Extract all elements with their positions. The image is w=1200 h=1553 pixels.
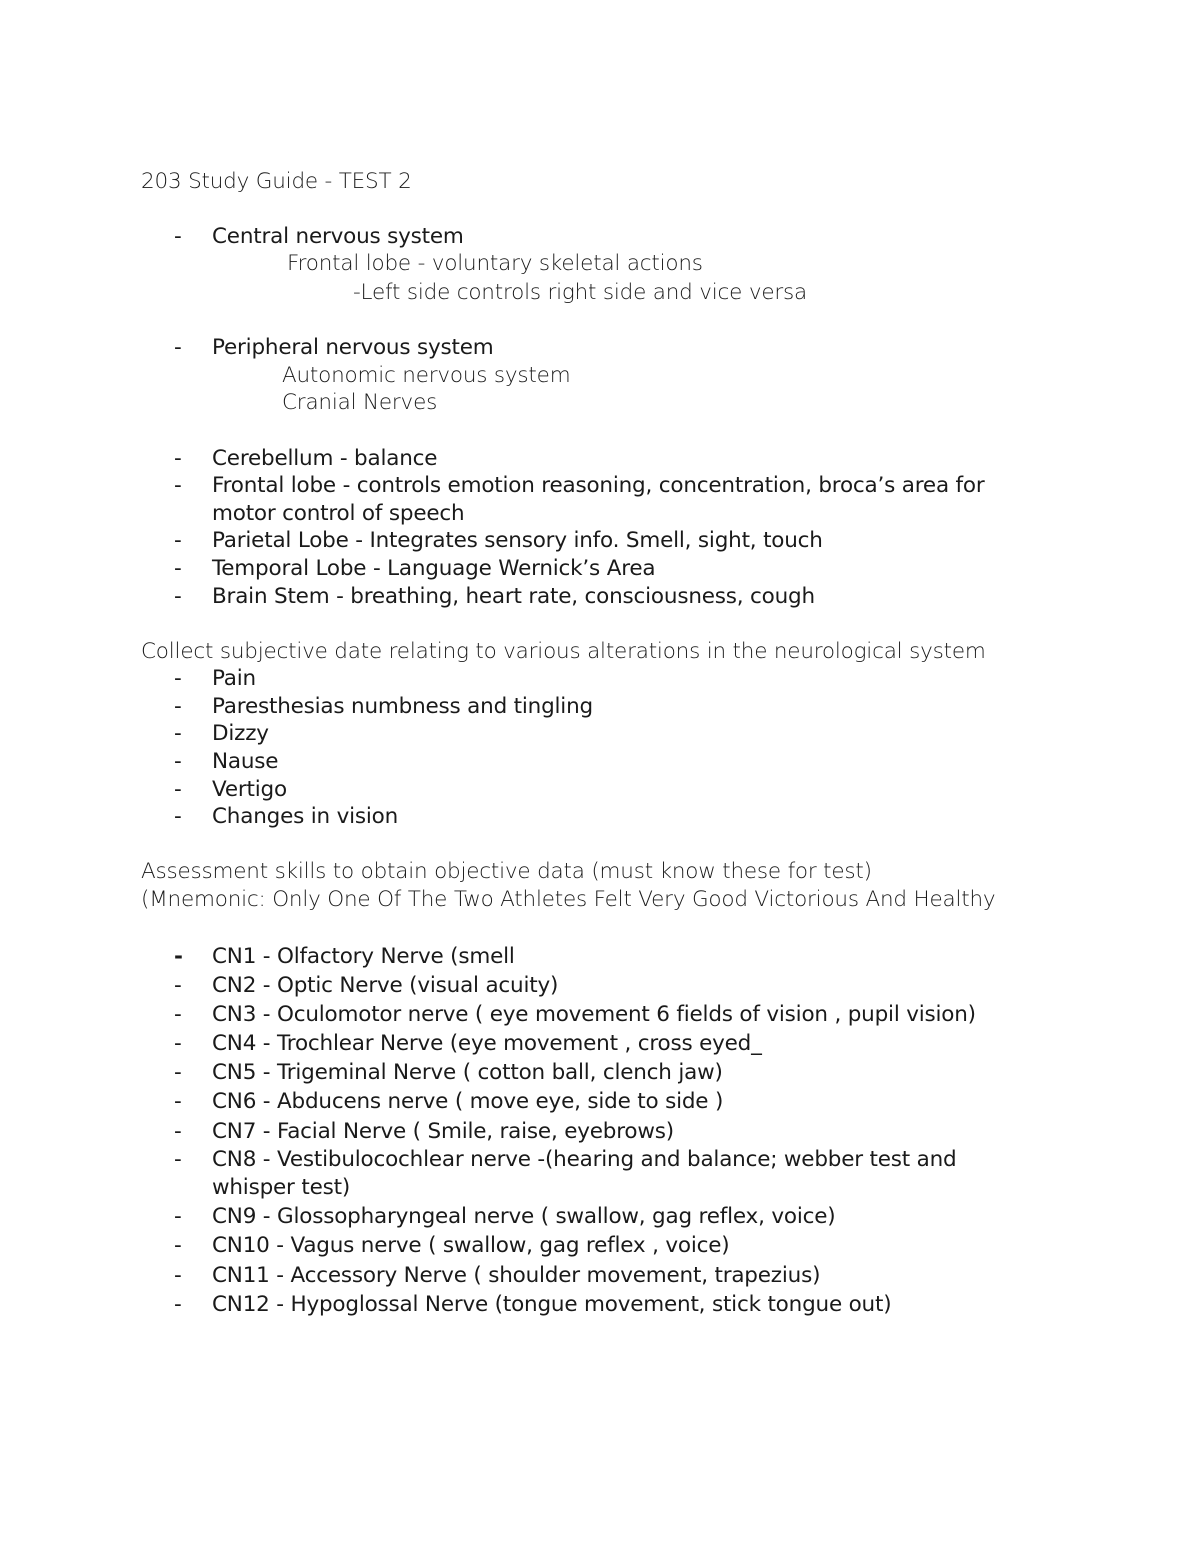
list-item: Changes in vision: [212, 804, 399, 829]
bullet-dash: -: [174, 224, 182, 249]
bullet-dash: -: [174, 1233, 182, 1258]
section-heading-objective: Assessment skills to obtain objective data (must know these for test): [141, 859, 872, 884]
bullet-dash: -: [174, 694, 182, 719]
bullet-dash: -: [174, 777, 182, 802]
bullet-dash: -: [174, 973, 182, 998]
page-title: 203 Study Guide - TEST 2: [141, 169, 412, 194]
list-item-cn4: CN4 - Trochlear Nerve (eye movement , cross eyed_: [212, 1031, 762, 1056]
sub-item-autonomic: Autonomic nervous system: [282, 363, 571, 388]
list-item-temporal: Temporal Lobe - Language Wernick’s Area: [212, 556, 656, 581]
list-item-cn9: CN9 - Glossopharyngeal nerve ( swallow, gag reflex, voice): [212, 1204, 836, 1229]
bullet-dash: -: [174, 749, 182, 774]
list-item-cn5: CN5 - Trigeminal Nerve ( cotton ball, clench jaw): [212, 1060, 723, 1085]
list-item-cn2: CN2 - Optic Nerve (visual acuity): [212, 973, 559, 998]
bullet-dash: -: [174, 1263, 182, 1288]
list-item-cn7: CN7 - Facial Nerve ( Smile, raise, eyebrows): [212, 1119, 674, 1144]
sub-sub-item-left-side: -Left side controls right side and vice versa: [353, 280, 808, 305]
bullet-dash: -: [174, 335, 182, 360]
list-item-parietal: Parietal Lobe - Integrates sensory info. Smell, sight, touch: [212, 528, 823, 553]
bullet-dash: -: [174, 804, 182, 829]
bullet-dash: -: [174, 1292, 182, 1317]
list-item-cn11: CN11 - Accessory Nerve ( shoulder movement, trapezius): [212, 1263, 821, 1288]
list-item-cns: Central nervous system: [212, 224, 464, 249]
list-item: Dizzy: [212, 721, 269, 746]
section-heading-subjective: Collect subjective date relating to various alterations in the neurological system: [141, 639, 986, 664]
bullet-dash: -: [174, 528, 182, 553]
sub-item-cranial: Cranial Nerves: [282, 390, 438, 415]
bullet-dash: -: [174, 1147, 182, 1172]
list-item: Nause: [212, 749, 279, 774]
list-item-cerebellum: Cerebellum - balance: [212, 446, 438, 471]
mnemonic-text: (Mnemonic: Only One Of The Two Athletes Felt Very Good Victorious And Healthy: [141, 887, 996, 912]
list-item: Pain: [212, 666, 256, 691]
bullet-dash: -: [174, 666, 182, 691]
bullet-dash: -: [174, 1002, 182, 1027]
list-item-brain-stem: Brain Stem - breathing, heart rate, consciousness, cough: [212, 584, 815, 609]
list-item: Vertigo: [212, 777, 287, 802]
list-item-pns: Peripheral nervous system: [212, 335, 494, 360]
list-item-cn10: CN10 - Vagus nerve ( swallow, gag reflex , voice): [212, 1233, 730, 1258]
bullet-dash: -: [174, 446, 182, 471]
sub-item-frontal-lobe: Frontal lobe - voluntary skeletal actions: [287, 251, 703, 276]
list-item-cn8-cont: whisper test): [212, 1175, 351, 1200]
list-item-cn12: CN12 - Hypoglossal Nerve (tongue movement, stick tongue out): [212, 1292, 892, 1317]
bullet-dash: -: [174, 1060, 182, 1085]
bullet-dash: -: [174, 1204, 182, 1229]
list-item: Paresthesias numbness and tingling: [212, 694, 593, 719]
bullet-dash: -: [174, 944, 183, 969]
list-item-frontal-lobe: Frontal lobe - controls emotion reasoning, concentration, broca’s area for: [212, 473, 985, 498]
bullet-dash: -: [174, 584, 182, 609]
list-item-cn6: CN6 - Abducens nerve ( move eye, side to side ): [212, 1089, 724, 1114]
bullet-dash: -: [174, 556, 182, 581]
list-item-cn3: CN3 - Oculomotor nerve ( eye movement 6 fields of vision , pupil vision): [212, 1002, 976, 1027]
bullet-dash: -: [174, 1119, 182, 1144]
bullet-dash: -: [174, 1089, 182, 1114]
bullet-dash: -: [174, 1031, 182, 1056]
bullet-dash: -: [174, 721, 182, 746]
list-item-cn8: CN8 - Vestibulocochlear nerve -(hearing and balance; webber test and: [212, 1147, 957, 1172]
list-item-cn1: CN1 - Olfactory Nerve (smell: [212, 944, 515, 969]
list-item-frontal-lobe-cont: motor control of speech: [212, 501, 465, 526]
bullet-dash: -: [174, 473, 182, 498]
